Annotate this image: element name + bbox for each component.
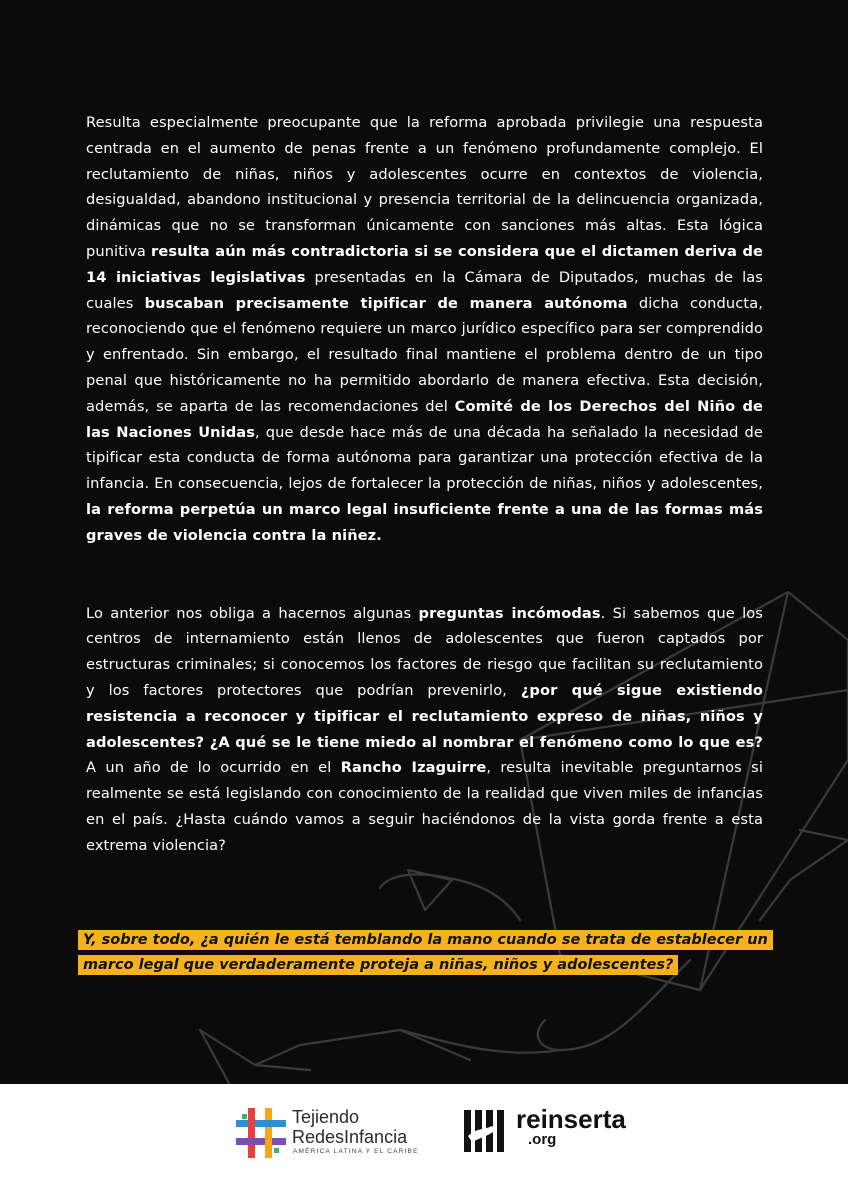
paragraph-reform-critique: Resulta especialmente preocupante que la reforma aprobada privilegie una respuesta centrada en el aumento de penas frente a un fenómeno profundamente complejo. El reclutamiento de niñas, niños y adolescentes ocurre en contextos de violencia, desigualdad, abandono institucional y presencia territorial de la delincuencia organizada, dinámicas que no se transforman únicamente con sanciones más altas. Esta lógica punitiva resulta aún más contradictoria si se considera que el dictamen deriva de 14 iniciativas legislativas presentadas en la Cámara de Diputados, muchas de las cuales buscaban precisamente tipificar de manera autónoma dicha conducta, reconociendo que el fenómeno requiere un marco jurídico específico para ser comprendido y enfrentado. Sin embargo, el resultado final mantiene el problema dentro de un tipo penal que históricamente no ha permitido abordarlo de manera efectiva. Esta decisión, además, se aparta de las recomendaciones del Comité de los Derechos del Niño de las Naciones Unidas, que desde hace más de una década ha señalado la necesidad de tipificar esta conducta de forma autónoma para garantizar una protección efectiva de la infancia. En consecuencia, lejos de fortalecer la protección de niñas, niños y adolescentes, la reforma perpetúa un marco legal insuficiente frente a una de las formas más graves de violencia contra la niñez.	[86, 114, 763, 544]
highlighted-question	[78, 928, 778, 978]
body-text	[86, 110, 763, 859]
tejiendo-redes-infancia-logo	[236, 1104, 426, 1164]
highlight-line-1: Y, sobre todo, ¿a quién le está temblando la mano cuando se trata de establecer un	[78, 930, 773, 950]
logo-suffix: .org	[528, 1131, 557, 1148]
hash-weave-icon	[236, 1108, 286, 1158]
logo-tagline: AMÉRICA LATINA Y EL CARIBE	[293, 1148, 419, 1155]
footer-logos	[0, 1084, 848, 1199]
logo-line-2: RedesInfancia	[292, 1127, 408, 1147]
bars-hand-icon	[462, 1106, 510, 1154]
highlight-line-2: marco legal que verdaderamente proteja a niñas, niños y adolescentes?	[78, 955, 678, 975]
logo-line-1: Tejiendo	[292, 1107, 360, 1127]
logo-name: reinserta	[516, 1104, 626, 1134]
reinserta-logo	[462, 1104, 652, 1164]
paragraph-uncomfortable-questions: Lo anterior nos obliga a hacernos algunas preguntas incómodas. Si sabemos que los centros de internamiento están llenos de adolescentes que fueron captados por estructuras criminales; si conocemos los factores de riesgo que facilitan su reclutamiento y los factores protectores que podrían prevenirlo, ¿por qué sigue existiendo resistencia a reconocer y tipificar el reclutamiento expreso de niñas, niños y adolescentes? ¿A qué se le tiene miedo al nombrar el fenómeno como lo que es? A un año de lo ocurrido en el Rancho Izaguirre, resulta inevitable preguntarnos si realmente se está legislando con conocimiento de la realidad que viven miles de infancias en el país. ¿Hasta cuándo vamos a seguir haciéndonos de la vista gorda frente a esta extrema violencia?	[86, 604, 764, 854]
